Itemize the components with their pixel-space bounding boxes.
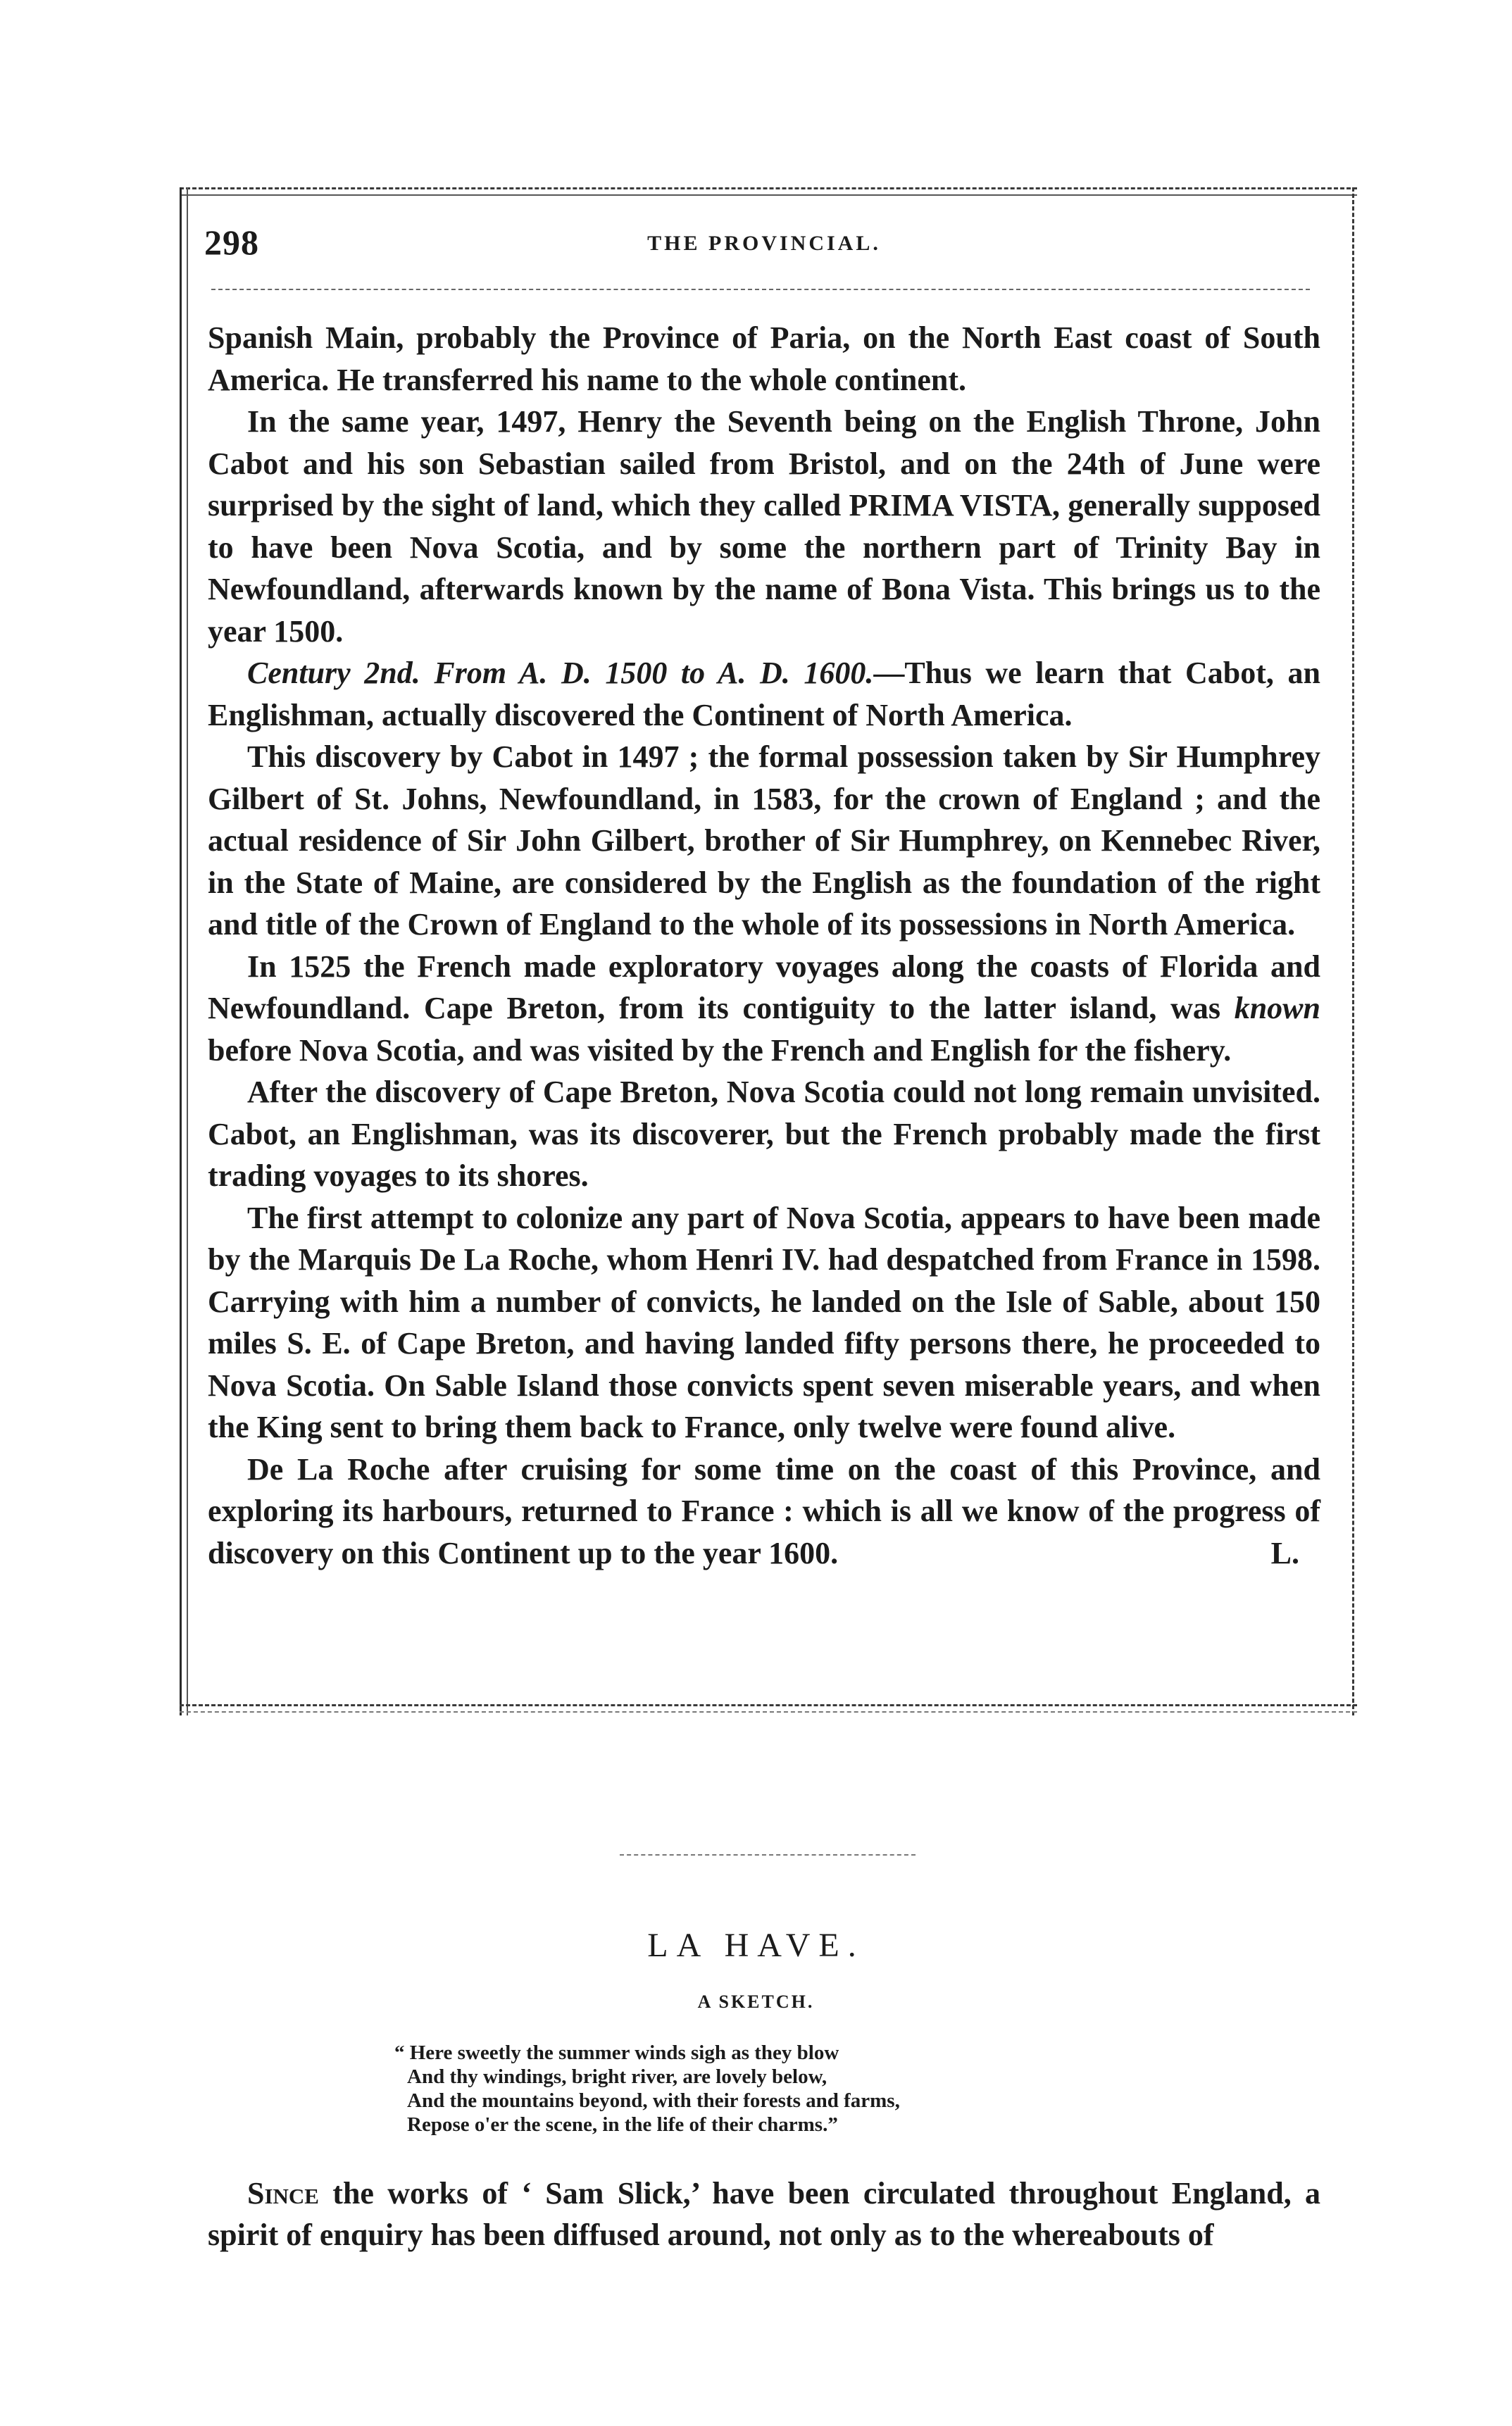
page-frame-bottom-inner bbox=[180, 1711, 1357, 1713]
emphasis-word: known bbox=[1234, 991, 1320, 1025]
epigraph-line: And thy windings, bright river, are lovely below, bbox=[407, 2065, 827, 2088]
section-divider bbox=[620, 1854, 916, 1856]
sketch-opening-paragraph bbox=[208, 2172, 1320, 2256]
paragraph-text: De La Roche after cruising for some time on the coast of this Province, and exploring its harbours, returned to France : which is all we know of the progress of discovery on this Continent up to the year 1600. bbox=[208, 1451, 1320, 1570]
section-title: LA HAVE. bbox=[647, 1927, 865, 1964]
paragraph bbox=[208, 652, 1320, 736]
paragraph: Spanish Main, probably the Province of Paria, on the North East coast of South America. He transferred his name to the whole continent. bbox=[208, 320, 1320, 397]
page-frame-top-inner bbox=[180, 194, 1357, 196]
author-signature: L. bbox=[1270, 1535, 1299, 1570]
page-frame-left-inner bbox=[187, 187, 188, 1715]
epigraph-line: Repose o'er the scene, in the life of their charms.” bbox=[407, 2113, 838, 2136]
article-body bbox=[208, 317, 1320, 1574]
opening-word: Since bbox=[247, 2176, 319, 2211]
paragraph-text: In 1525 the French made exploratory voyages along the coasts of Florida and Newfoundland. Cape Breton, from its contiguity to the latter island, was bbox=[208, 949, 1320, 1025]
page-frame-right bbox=[1352, 187, 1354, 1715]
epigraph bbox=[394, 2041, 1239, 2137]
epigraph-line: And the mountains beyond, with their forests and farms, bbox=[407, 2089, 900, 2112]
paragraph: The first attempt to colonize any part of Nova Scotia, appears to have been made by the Marquis De La Roche, whom Henri IV. had despatched from France in 1598. Carrying with him a number of convicts, he landed on the Isle of Sable, about 150 miles S. E. of Cape Breton, and having landed fifty persons there, he proceeded to Nova Scotia. On Sable Island those convicts spent seven miserable years, and when the King sent to bring them back to France, only twelve were found alive. bbox=[208, 1200, 1320, 1444]
paragraph bbox=[208, 946, 1320, 1072]
paragraph-text: the works of ‘ Sam Slick,’ have been circulated throughout England, a spirit of enquiry has been diffused around, not only as to the whereabouts of bbox=[208, 2176, 1320, 2252]
section-subtitle: A SKETCH. bbox=[697, 1992, 815, 2012]
header-rule bbox=[211, 289, 1310, 290]
century-heading: Century 2nd. From A. D. 1500 to A. D. 1600. bbox=[247, 656, 874, 690]
paragraph: In the same year, 1497, Henry the Seventh being on the English Throne, John Cabot and his son Sebastian sailed from Bristol, and on the 24th of June were surprised by the sight of land, which they called PRIMA VISTA, generally supposed to have been Nova Scotia, and by some the northern part of Trinity Bay in Newfoundland, afterwards known by the name of Bona Vista. This brings us to the year 1500. bbox=[208, 404, 1320, 649]
page-frame-bottom bbox=[180, 1704, 1357, 1706]
page-frame-left bbox=[180, 187, 182, 1715]
paragraph-text: before Nova Scotia, and was visited by the French and English for the fishery. bbox=[208, 1032, 1232, 1068]
running-head: THE PROVINCIAL. bbox=[647, 232, 881, 255]
page-frame-top bbox=[180, 187, 1357, 189]
paragraph-text: —Thus we learn that Cabot, an Englishman, actually discovered the Continent of North America. bbox=[208, 656, 1320, 732]
paragraph bbox=[208, 1449, 1320, 1575]
epigraph-line: “ Here sweetly the summer winds sigh as they blow bbox=[394, 2042, 839, 2064]
page-header bbox=[204, 222, 1324, 264]
page-number: 298 bbox=[204, 223, 259, 262]
paragraph: After the discovery of Cape Breton, Nova Scotia could not long remain unvisited. Cabot, an Englishman, was its discoverer, but the French probably made the first trading voyages to its shores. bbox=[208, 1075, 1320, 1193]
paragraph: This discovery by Cabot in 1497 ; the formal possession taken by Sir Humphrey Gilbert of St. Johns, Newfoundland, in 1583, for the crown of England ; and the actual residence of Sir John Gilbert, brother of Sir Humphrey, on Kennebec River, in the State of Maine, are considered by the English as the foundation of the right and title of the Crown of England to the whole of its possessions in North America. bbox=[208, 739, 1320, 942]
